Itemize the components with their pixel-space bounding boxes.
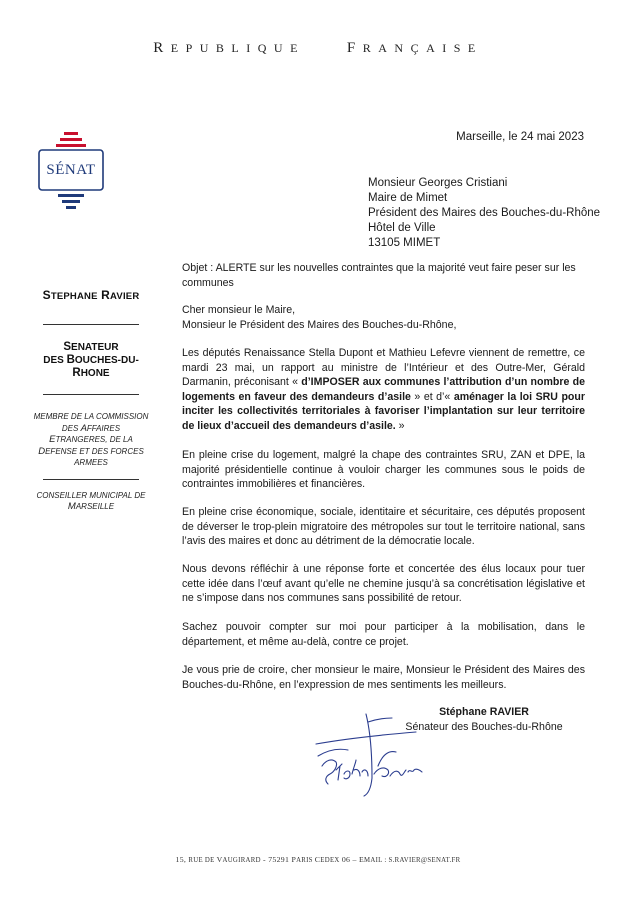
footer-part: RUE DE: [188, 857, 217, 864]
addressee-line: Hôtel de Ville: [368, 222, 436, 234]
sender-title-initial-3: R: [72, 367, 81, 379]
signature-icon: [308, 700, 438, 810]
header-word-1-rest: EPUBLIQUE: [170, 41, 305, 55]
sender-name-initial-1: S: [42, 288, 51, 302]
commission-line-3-initial: E: [49, 434, 56, 445]
sender-title-rest-3: HONE: [80, 368, 110, 379]
senat-logo-text: SÉNAT: [46, 162, 96, 178]
addressee-line: 13105 MIMET: [368, 237, 441, 249]
sender-name: [18, 288, 164, 302]
sender-name-rest-1: TEPHANE: [50, 291, 98, 302]
senat-logo: [36, 128, 106, 216]
header-word-1-initial: R: [153, 40, 171, 56]
council-line-2-rest: ARSEILLE: [75, 502, 115, 511]
paragraph-1-bold-a: d’IMPOSER aux communes l’attribution d’un nombre de logements en faveur des demandeurs d’asile: [182, 376, 586, 403]
paragraph-1-part-c: » et d’«: [410, 390, 454, 403]
commission-line-4-initial: D: [38, 445, 46, 457]
commission-line-5: ARMEES: [74, 458, 108, 467]
footer-part: EDEX: [320, 857, 340, 864]
footer-part: ARIS: [296, 857, 315, 864]
addressee-block: [368, 176, 600, 251]
handwritten-signature: [308, 700, 438, 810]
footer-part: - 75291: [260, 855, 292, 864]
paragraph-5: Sachez pouvoir compter sur moi pour participer à la mobilisation, dans le département, et même au-delà, contre ce projet.: [182, 621, 585, 648]
sidebar-divider: [43, 479, 139, 480]
council-line-2-initial: M: [67, 501, 76, 512]
paragraph-4: Nous devons réfléchir à une réponse forte et concertée des élus locaux pour tuer cette idée dans l’œuf avant qu’elle ne chemine jusqu’à sa concrétisation législative et ne s’impose dans nos communes sans possibilité de retour.: [182, 563, 585, 605]
commission-line-2a: DES: [61, 423, 81, 433]
footer-part: C: [314, 855, 321, 864]
commission-line-3-rest: TRANGERES, DE LA: [55, 435, 133, 444]
sender-title-des: DES: [43, 355, 64, 366]
sender-title-rest-2: OUCHES: [74, 355, 118, 366]
closing-title: Sénateur des Bouches-du-Rhône: [405, 720, 563, 733]
sidebar-divider: [43, 324, 139, 325]
paragraph-1-part-e: »: [395, 419, 405, 432]
commission-membership: [18, 411, 164, 469]
sender-title-initial-1: S: [63, 341, 72, 353]
sender-title-rest-1: ENATEUR: [71, 342, 119, 353]
closing-name: Stéphane RAVIER: [439, 706, 529, 718]
letter-subject: Objet : ALERTE sur les nouvelles contraintes que la majorité veut faire peser sur les communes: [182, 262, 576, 289]
footer-part: E: [358, 855, 365, 864]
sender-name-rest-2: AVIER: [110, 291, 140, 302]
footer-part: 15,: [175, 855, 189, 864]
paragraph-3: En pleine crise économique, sociale, identitaire et sécuritaire, ces députés proposent de déverser le trop-plein migratoire des métropoles sur tout le territoire national, sans l’avis des maires et donc au détriment de la démocratie locale.: [182, 506, 585, 548]
sender-title-initial-2: B: [66, 354, 75, 366]
letter-date: Marseille, le 24 mai 2023: [456, 131, 584, 143]
footer-email: : S.RAVIER@SENAT.FR: [382, 857, 461, 864]
footer-part: 06 –: [339, 855, 359, 864]
sender-title: [18, 341, 164, 380]
addressee-line: Président des Maires des Bouches-du-Rhône: [368, 207, 601, 219]
commission-line-2-initial: A: [80, 422, 87, 434]
letter-salutation: [182, 303, 585, 332]
addressee-name: Monsieur Georges Cristiani: [368, 177, 508, 189]
addressee-line: Maire de Mimet: [368, 192, 448, 204]
council-membership: [18, 490, 164, 513]
footer-part: AUGIRARD: [222, 857, 261, 864]
footer-part: MAIL: [364, 857, 383, 864]
paragraph-1-bold-b: aménager la loi SRU pour inciter les collectivités territoriales à favoriser l’implantation sur leur territoire de lieux d’accueil des demandeurs d’asile.: [182, 390, 585, 432]
salutation-line-2: Monsieur le Président des Maires des Bouches-du-Rhône,: [182, 318, 457, 331]
paragraph-6: Je vous prie de croire, cher monsieur le maire, Monsieur le Président des Maires des Bouches-du-Rhône, en l’expression de mes sentiments les meilleurs.: [182, 664, 585, 691]
sender-sidebar: [18, 288, 164, 513]
sender-title-du: -DU-: [117, 355, 139, 366]
council-line-1: CONSEILLER MUNICIPAL DE: [36, 490, 146, 500]
commission-line-4-rest: EFENSE ET DES FORCES: [45, 446, 144, 456]
paragraph-2: En pleine crise du logement, malgré la chape des contraintes SRU, ZAN et DPE, la majorité présidentielle continue à vouloir charger les communes sous le poids de contraintes immobilières et financières.: [182, 449, 585, 491]
commission-line-2-rest: FFAIRES: [86, 423, 121, 433]
sidebar-divider: [43, 394, 139, 395]
paragraph-1-part-a: Les députés Renaissance Stella Dupont et Mathieu Lefevre viennent de remettre, ce mardi 23 mai, un rapport au ministre de l’Intérieur et des Outre-Mer, Gérald Darmanin, préconisant «: [182, 347, 585, 389]
header-word-2-rest: RANÇAISE: [362, 41, 483, 55]
commission-line-1: MEMBRE DE LA COMMISSION: [33, 412, 149, 421]
republique-francaise-header: [0, 40, 636, 57]
footer-part: V: [216, 855, 223, 864]
salutation-line-1: Cher monsieur le Maire,: [182, 304, 296, 316]
letter-footer: [0, 855, 636, 864]
footer-part: P: [291, 855, 297, 864]
paragraph-1: [182, 346, 585, 434]
header-word-2-initial: F: [346, 40, 363, 56]
sender-name-initial-2: R: [101, 288, 111, 302]
